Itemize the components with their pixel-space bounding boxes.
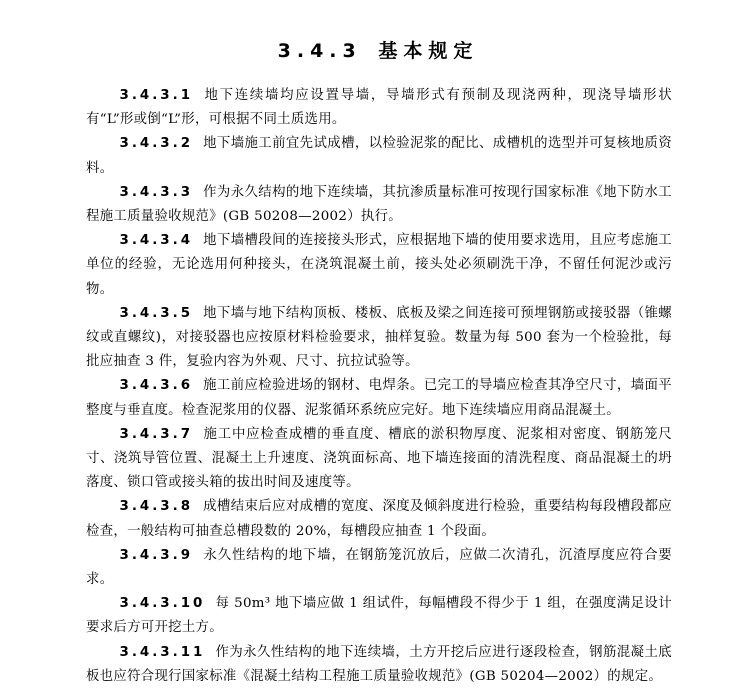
clause-number: 3.4.3.8 [119,499,194,515]
clause-number: 3.4.3.2 [119,136,194,152]
clause-number: 3.4.3.7 [119,426,194,442]
clause-number: 3.4.3.5 [119,305,194,321]
clause-text: 作为永久性结构的地下连续墙，土方开挖后应进行逐段检查，钢筋混凝土底板也应符合现行国家标准《混凝土结构工程施工质量验收规范》(GB 50204—2002）的规定。 [86,644,672,684]
clause-3-4-3-1 [86,84,672,132]
clause-3-4-3-3 [86,181,672,229]
clause-text: 施工中应检查成槽的垂直度、槽底的淤积物厚度、泥浆相对密度、钢筋笼尺寸、浇筑导管位置、混凝土上升速度、浇筑面标高、地下墙连接面的清洗程度、商品混凝土的坍落度、锁口管或接头箱的拔出时间及速度等。 [86,426,672,491]
clause-3-4-3-11 [86,641,672,689]
clause-3-4-3-8 [86,495,672,543]
clause-number: 3.4.3.9 [119,547,194,563]
section-heading [0,38,756,64]
clause-3-4-3-4 [86,229,672,302]
clause-3-4-3-2 [86,132,672,180]
clause-number: 3.4.3.1 [119,88,194,103]
clause-number: 3.4.3.6 [119,378,194,394]
clause-3-4-3-5 [86,302,672,375]
clause-text: 地下墙槽段间的连接接头形式，应根据地下墙的使用要求选用，且应考虑施工单位的经验，无论选用何种接头，在浇筑混凝土前，接头处必须刷洗干净，不留任何泥沙或污物。 [86,233,672,297]
clause-text: 成槽结束后应对成槽的宽度、深度及倾斜度进行检验，重要结构每段槽段都应检查，一般结构可抽查总槽段数的 20%，每槽段应抽查 1 个段面。 [86,499,672,539]
section-title-text: 基本规定 [378,40,479,62]
clause-text: 地下连续墙均应设置导墙，导墙形式有预制及现浇两种，现浇导墙形状有“L”形或倒“L”形，可根据不同土质选用。 [86,88,672,128]
clause-text: 地下墙与地下结构顶板、楼板、底板及梁之间连接可预埋钢筋或接驳器（锥螺纹或直螺纹)，对接驳器也应按原材料检验要求，抽样复验。数量为每 500 套为一个检验批，每批应抽查 3 件，复验内容为外观、尺寸、抗拉试验等。 [86,305,672,370]
clause-3-4-3-10 [86,592,672,640]
section-number: 3.4.3 [277,40,362,62]
clause-number: 3.4.3.4 [119,233,194,249]
clause-text: 每 50m³ 地下墙应做 1 组试件，每幅槽段不得少于 1 组，在强度满足设计要求后方可开挖土方。 [86,596,672,636]
clause-3-4-3-9 [86,544,672,592]
clause-text: 地下墙施工前宜先试成槽，以检验泥浆的配比、成槽机的选型并可复核地质资料。 [86,136,672,176]
clause-text: 永久性结构的地下墙，在钢筋笼沉放后，应做二次清孔，沉渣厚度应符合要求。 [86,547,672,588]
clause-number: 3.4.3.3 [119,184,194,200]
clause-list [86,84,672,689]
clause-number: 3.4.3.10 [119,596,206,612]
clause-3-4-3-7 [86,423,672,496]
clause-text: 施工前应检验进场的钢材、电焊条。已完工的导墙应检查其净空尺寸，墙面平整度与垂直度。检查泥浆用的仪器、泥浆循环系统应完好。地下连续墙应用商品混凝土。 [86,378,672,418]
clause-3-4-3-6 [86,374,672,422]
clause-text: 作为永久结构的地下连续墙，其抗渗质量标准可按现行国家标准《地下防水工程施工质量验收规范》(GB 50208—2002）执行。 [86,184,672,225]
clause-number: 3.4.3.11 [119,644,206,660]
